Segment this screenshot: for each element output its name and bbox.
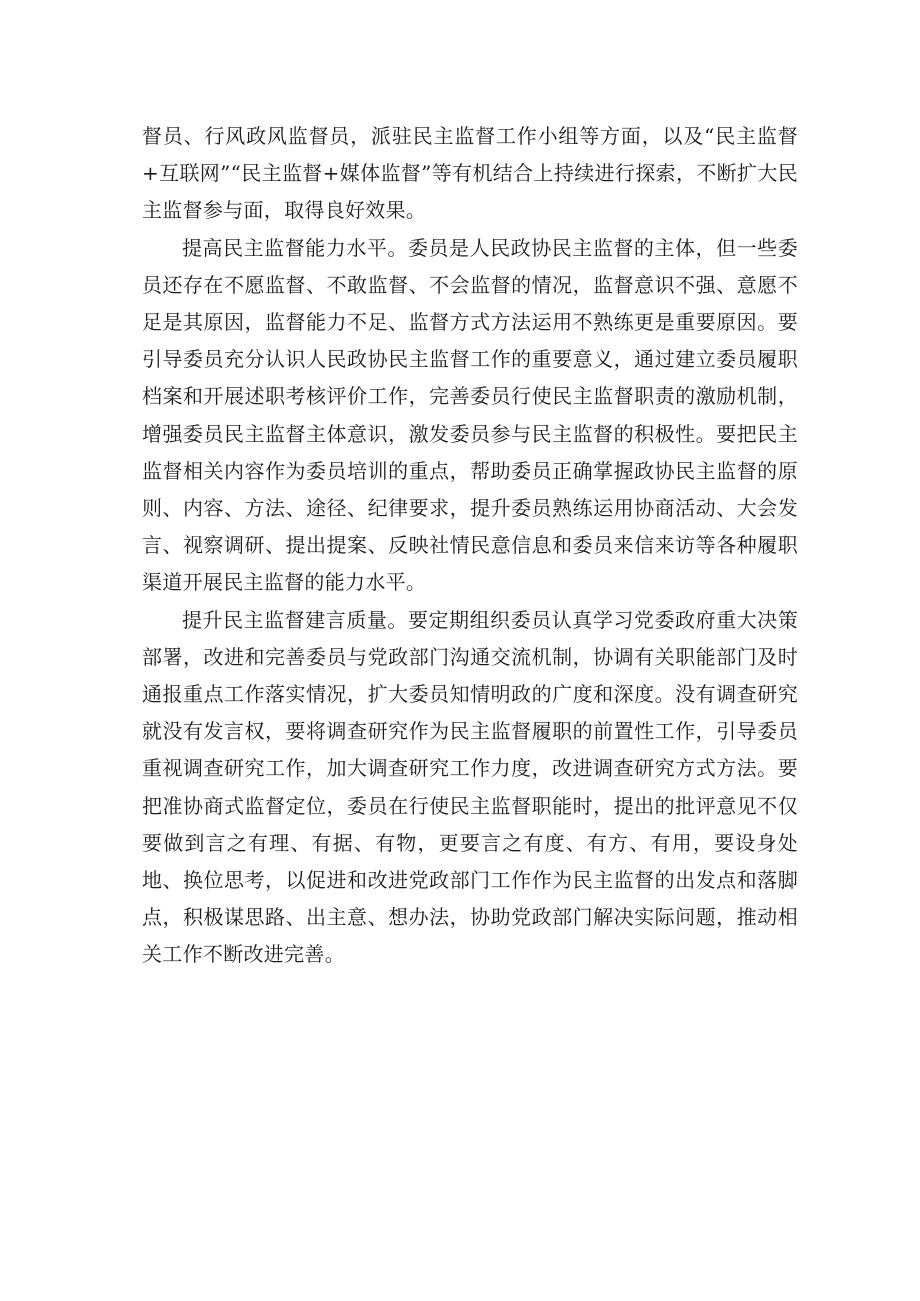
paragraph-body: 要定期组织委员认真学习党委政府重大决策部署，改进和完善委员与党政部门沟通交流机制，协调有关职能部门及时通报重点工作落实情况，扩大委员知情明政的广度和深度。没有调查研究就没有发言权，要将调查研究作为民主监督履职的前置性工作，引导委员重视调查研究工作，加大调查研究工作力度，改进调查研究方式方法。要把准协商式监督定位，委员在行使民主监督职能时，提出的批评意见不仅要做到言之有理、有据、有物，更要言之有度、有方、有用，要设身处地、换位思考，以促进和改进党政部门工作作为民主监督的出发点和落脚点，积极谋思路、出主意、想办法，协助党政部门解决实际问题，推动相关工作不断改进完善。	[142, 607, 798, 967]
paragraph-heading: 提升民主监督建言质量。	[182, 607, 408, 632]
document-body	[142, 118, 798, 974]
paragraph-body: 督员、行风政风监督员，派驻民主监督工作小组等方面，以及“民主监督+互联网”“民主监督+媒体监督”等有机结合上持续进行探索，不断扩大民主监督参与面，取得良好效果。	[142, 124, 798, 223]
paragraph-continuation	[142, 118, 798, 230]
paragraph-body: 委员是人民政协民主监督的主体，但一些委员还存在不愿监督、不敢监督、不会监督的情况，监督意识不强、意愿不足是其原因，监督能力不足、监督方式方法运用不熟练更是重要原因。要引导委员充分认识人民政协民主监督工作的重要意义，通过建立委员履职档案和开展述职考核评价工作，完善委员行使民主监督职责的激励机制，增强委员民主监督主体意识，激发委员参与民主监督的积极性。要把民主监督相关内容作为委员培训的重点，帮助委员正确掌握政协民主监督的原则、内容、方法、途径、纪律要求，提升委员熟练运用协商活动、大会发言、视察调研、提出提案、反映社情民意信息和委员来信来访等各种履职渠道开展民主监督的能力水平。	[142, 235, 798, 595]
paragraph-quality	[142, 602, 798, 974]
paragraph-ability	[142, 230, 798, 602]
paragraph-heading: 提高民主监督能力水平。	[182, 235, 408, 260]
